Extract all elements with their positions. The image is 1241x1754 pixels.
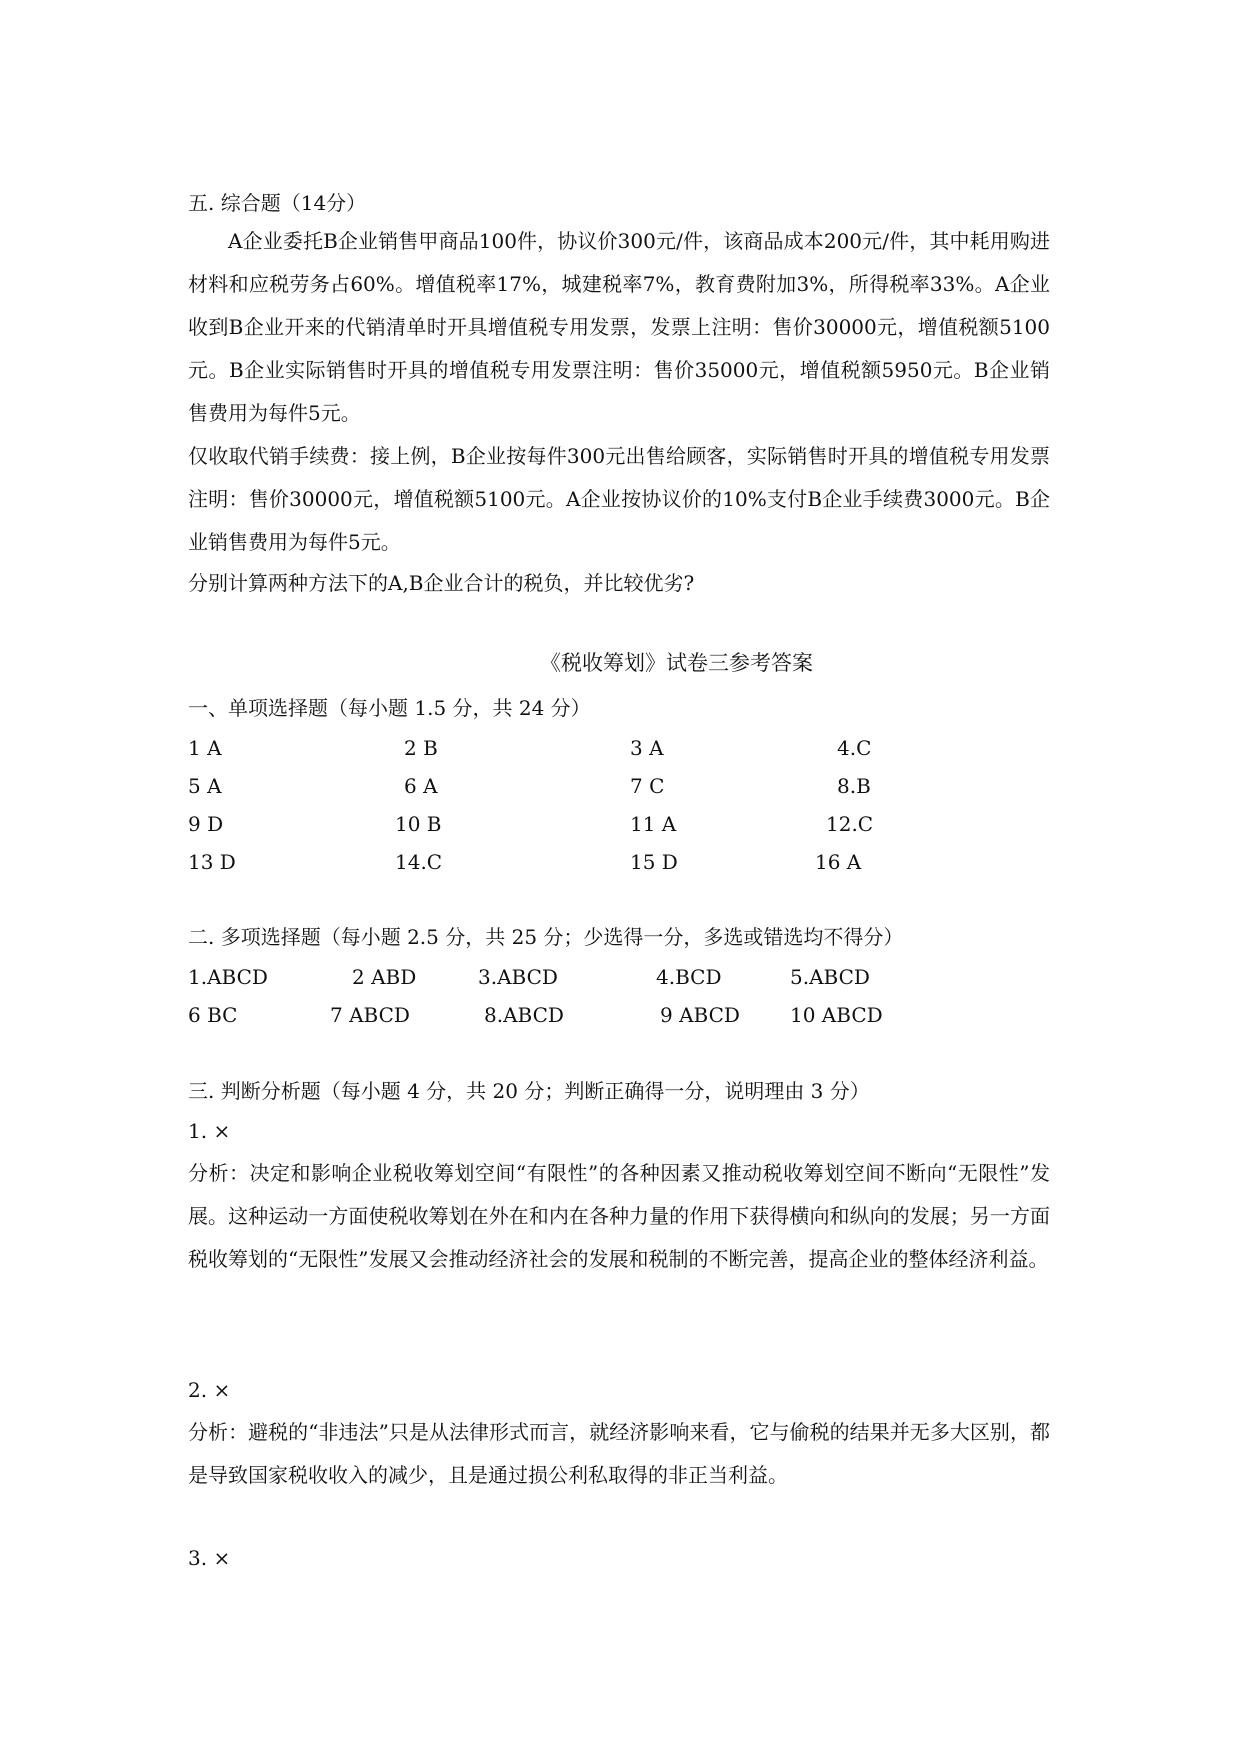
answer-cell: 3.ABCD <box>478 965 558 989</box>
answer-cell: 2 B <box>404 736 438 760</box>
answer-title: 《税收筹划》试卷三参考答案 <box>540 651 813 675</box>
answer-cell: 16 A <box>815 850 862 874</box>
answer-cell: 7 C <box>630 774 665 798</box>
answer-cell: 3 A <box>630 736 664 760</box>
answer-cell: 12.C <box>826 812 874 836</box>
part3-item-mark: 2. × <box>188 1378 231 1402</box>
answer-cell: 8.B <box>837 774 871 798</box>
part3-item-analysis: 分析：决定和影响企业税收筹划空间“有限性”的各种因素又推动税收筹划空间不断向“无限性”发展。这种运动一方面使税收筹划在外在和内在各种力量的作用下获得横向和纵向的发展；另一方面税收筹划的“无限性”发展又会推动经济社会的发展和税制的不断完善，提高企业的整体经济利益。 <box>188 1161 1050 1271</box>
answer-cell: 4.C <box>837 736 872 760</box>
part3-item-mark: 1. × <box>188 1119 231 1143</box>
section5-paragraph-1: A企业委托B企业销售甲商品100件，协议价300元/件，该商品成本200元/件，其中耗用购进材料和应税劳务占60%。增值税率17%，城建税率7%，教育费附加3%，所得税率33%。A企业收到B企业开来的代销清单时开具增值税专用发票，发票上注明：售价30000元，增值税额5100元。B企业实际销售时开具的增值税专用发票注明：售价35000元，增值税额5950元。B企业销售费用为每件5元。 <box>188 229 1050 425</box>
section5-question: 分别计算两种方法下的A,B企业合计的税负，并比较优劣? <box>188 571 695 595</box>
answer-cell: 10 ABCD <box>790 1003 883 1027</box>
part3-heading: 三. 判断分析题（每小题 4 分，共 20 分；判断正确得一分，说明理由 3 分） <box>188 1079 870 1103</box>
part3-item-mark: 3. × <box>188 1546 231 1570</box>
answer-cell: 10 B <box>395 812 442 836</box>
answer-cell: 15 D <box>630 850 678 874</box>
answer-cell: 9 ABCD <box>660 1003 740 1027</box>
section5-paragraph-2: 仅收取代销手续费：接上例，B企业按每件300元出售给顾客，实际销售时开具的增值税专用发票注明：售价30000元，增值税额5100元。A企业按协议价的10%支付B企业手续费3000元。B企业销售费用为每件5元。 <box>188 444 1050 554</box>
section5-heading: 五. 综合题（14分） <box>188 191 367 215</box>
answer-cell: 5 A <box>188 774 222 798</box>
answer-cell: 14.C <box>395 850 443 874</box>
answer-cell: 1.ABCD <box>188 965 268 989</box>
answer-cell: 9 D <box>188 812 224 836</box>
answer-cell: 5.ABCD <box>790 965 870 989</box>
answer-cell: 1 A <box>188 736 222 760</box>
answer-cell: 13 D <box>188 850 236 874</box>
answer-cell: 7 ABCD <box>330 1003 410 1027</box>
answer-cell: 8.ABCD <box>484 1003 564 1027</box>
part2-heading: 二. 多项选择题（每小题 2.5 分，共 25 分；少选得一分，多选或错选均不得分） <box>188 925 904 949</box>
part1-heading: 一、单项选择题（每小题 1.5 分，共 24 分） <box>188 696 591 720</box>
answer-cell: 6 BC <box>188 1003 238 1027</box>
answer-cell: 6 A <box>404 774 438 798</box>
answer-cell: 4.BCD <box>656 965 722 989</box>
answer-cell: 11 A <box>630 812 677 836</box>
answer-cell: 2 ABD <box>352 965 417 989</box>
part3-item-analysis: 分析：避税的“非违法”只是从法律形式而言，就经济影响来看，它与偷税的结果并无多大区别，都是导致国家税收收入的减少，且是通过损公利私取得的非正当利益。 <box>188 1420 1050 1487</box>
